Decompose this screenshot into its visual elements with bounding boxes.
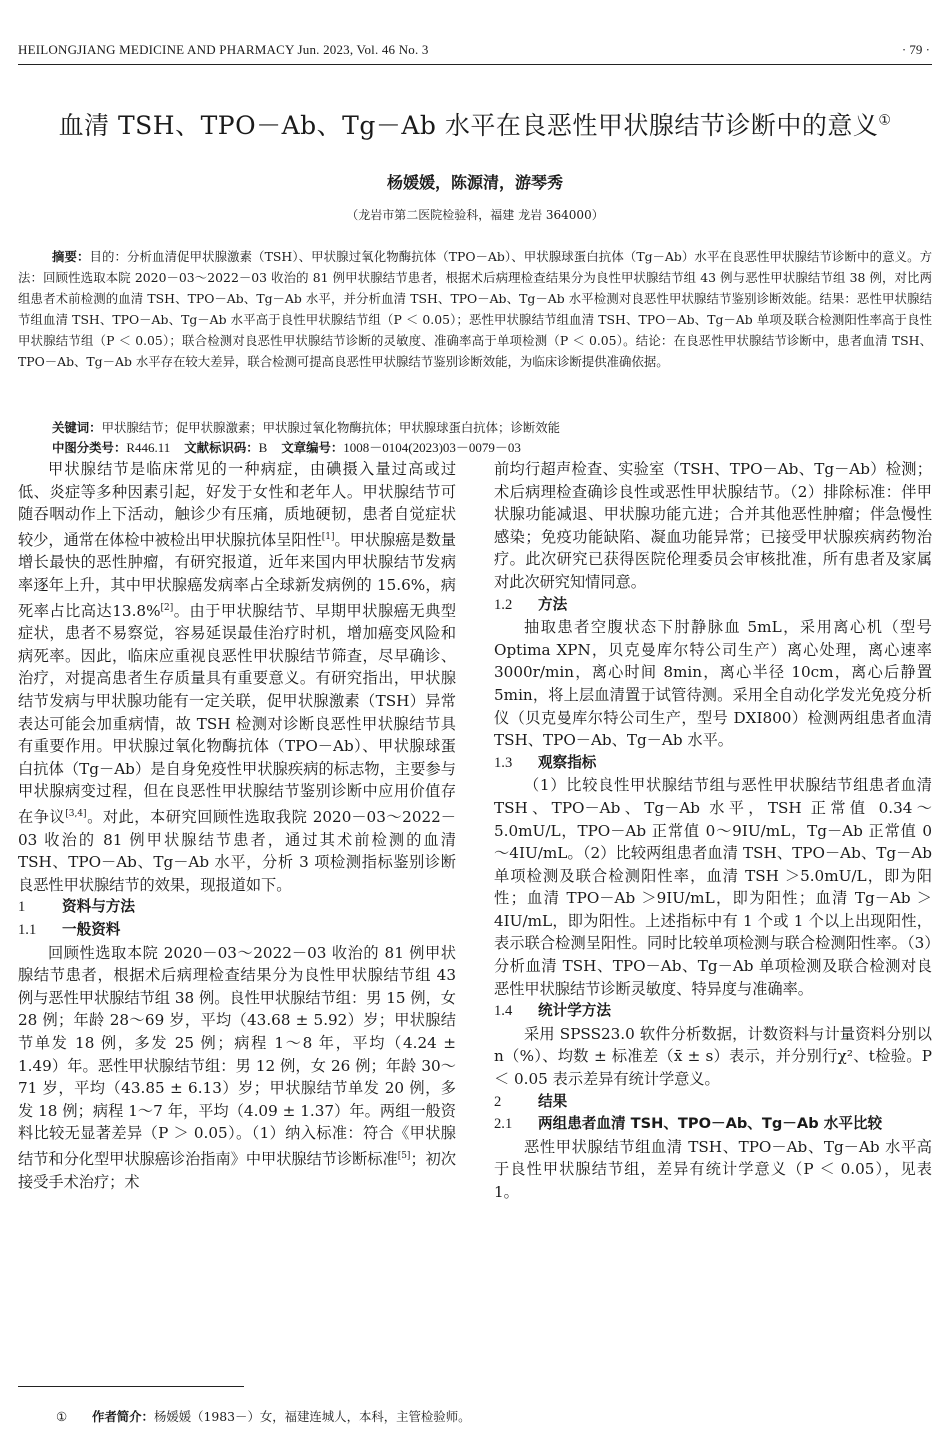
abstract-label: 摘要： — [52, 249, 90, 264]
section-number: 1.4 — [494, 1003, 513, 1020]
clc-label: 中图分类号： — [52, 440, 127, 455]
citation-5: [5] — [397, 1151, 411, 1161]
indicators-paragraph: （1）比较良性甲状腺结节组与恶性甲状腺结节组患者血清 TSH、TPO－Ab、Tg－Ab 水平，TSH 正常值 0.34～5.0mU/L，TPO－Ab 正常值 0～9IU/mL，Tg－Ab 正常值 0～4IU/mL。（2）比较两组患者血清 TSH、TPO－Ab、Tg－Ab 单项检测及联合检测阳性率，血清 TSH ＞5.0mU/L，即为阳性；血清 TPO－Ab ＞9IU/mL，即为阳性；血清 Tg－Ab ＞4IU/mL，即为阳性。上述指标中有 1 个或 1 个以上出现阳性，表示联合检测呈阳性。同时比较单项检测与联合检测阳性率。（3）分析血清 TSH、TPO－Ab、Tg－Ab 单项检测及联合检测对良恶性甲状腺结节诊断灵敏度、特异度与准确率。 — [494, 776, 932, 998]
footnote-label: 作者简介： — [92, 1409, 154, 1424]
section-number: 1 — [18, 899, 26, 916]
intro-text-2: 。甲状腺癌是数量增长最快的恶性肿瘤，有研究报道，近年来国内甲状腺结节发病率逐年上升，其中甲状腺癌发病率占全球新发病例的 15.6%，病死率占比高达13.8% — [18, 530, 456, 620]
title-footnote-mark: ① — [878, 112, 892, 129]
article-title-text: 血清 TSH、TPO－Ab、Tg－Ab 水平在良恶性甲状腺结节诊断中的意义 — [58, 111, 879, 140]
abstract — [18, 246, 932, 372]
running-header — [18, 42, 932, 65]
journal-name: HEILONGJIANG MEDICINE AND PHARMACY Jun. 2023, Vol. 46 No. 3 — [18, 42, 429, 57]
statistics-paragraph: 采用 SPSS23.0 软件分析数据，计数资料与计量资料分别以n（%）、均数 ± 标准差（x̄ ± s）表示，并分别行χ²、t检验。P ＜ 0.05 表示差异有统计学意义。 — [494, 1024, 932, 1089]
section-title: 两组患者血清 TSH、TPO－Ab、Tg－Ab 水平比较 — [538, 1115, 883, 1133]
section-title: 结果 — [538, 1092, 568, 1110]
citation-2: [2] — [160, 602, 174, 613]
criteria-paragraph: 前均行超声检查、实验室（TSH、TPO－Ab、Tg－Ab）检测；术后病理检查确诊良性或恶性甲状腺结节。（2）排除标准：伴甲状腺功能减退、甲状腺功能亢进；合并其他恶性肿瘤；伴急慢性感染；免疫功能缺陷、凝血功能异常；已接受甲状腺疾病药物治疗。此次研究已获得医院伦理委员会审核批准，所有患者及家属对此次研究知情同意。 — [494, 460, 932, 591]
section-title: 观察指标 — [538, 753, 597, 771]
section-title: 统计学方法 — [538, 1002, 611, 1020]
keywords-label: 关键词： — [52, 420, 102, 435]
section-number: 2 — [494, 1093, 502, 1110]
doc-code-label: 文献标识码： — [184, 440, 259, 455]
general-data-text: 回顾性选取本院 2020－03～2022－03 收治的 81 例甲状腺结节患者，根据术后病理检查结果分为良性甲状腺结节组 43 例与恶性甲状腺结节组 38 例。良性甲状腺结节组：男 15 例，女 28 例；年龄 28～69 岁，平均（43.68 ± 5.92）岁；甲状腺结节单发 18 例，多发 25 例；病程 1～8 年，平均（4.24 ± 1.49）年。恶性甲状腺结节组：男 12 例，女 26 例；年龄 30～71 岁，平均（43.85 ± 6.13）岁；甲状腺结节单发 20 例，多发 18 例；病程 1～7 年，平均（4.09 ± 1.37）年。两组一般资料比较无显著差异（P ＞ 0.05）。（1）纳入标准：符合《甲状腺结节和分化型甲状腺癌诊治指南》中甲状腺结节诊断标准 — [18, 943, 456, 1169]
section-number: 1.2 — [494, 596, 513, 613]
section-heading-2-1 — [494, 1113, 932, 1136]
page-number: · 79 · — [901, 42, 930, 57]
left-column — [18, 458, 456, 1193]
intro-text-4: 。对此，本研究回顾性选取我院 2020－03～2022－03 收治的 81 例甲状腺结节患者，通过其术前检测的血清 TSH、TPO－Ab、Tg－Ab 水平，分析 3 项检测指标鉴别诊断良恶性甲状腺结节的效果，现报道如下。 — [18, 808, 456, 894]
methods-paragraph: 抽取患者空腹状态下肘静脉血 5mL，采用离心机（型号 Optima XPN，贝克曼库尔特公司生产）离心处理，离心速率 3000r/min，离心时间 8min，离心半径 10cm，离心后静置 5min，将上层血清置于试管待测。采用全自动化学发光免疫分析仪（贝克曼库尔特公司生产，型号 DXI800）检测两组患者血清 TSH、TPO－Ab、Tg－Ab 水平。 — [494, 618, 932, 750]
keywords — [52, 418, 932, 438]
citation-3: [3,4] — [65, 809, 87, 820]
section-title: 一般资料 — [62, 921, 121, 939]
doc-code-value: B — [258, 440, 268, 455]
results-paragraph: 恶性甲状腺结节组血清 TSH、TPO－Ab、Tg－Ab 水平高于良性甲状腺结节组，差异有统计学意义（P ＜ 0.05），见表 1。 — [494, 1137, 932, 1201]
article-title — [0, 106, 950, 142]
author-footnote — [56, 1407, 470, 1425]
keywords-text: 甲状腺结节；促甲状腺激素；甲状腺过氧化物酶抗体；甲状腺球蛋白抗体；诊断效能 — [101, 420, 561, 435]
section-title: 资料与方法 — [62, 898, 135, 916]
general-data-text-end: ；初次接受手术治疗；术 — [18, 1150, 456, 1191]
section-heading-1-3 — [494, 752, 932, 775]
section-number: 1.1 — [18, 922, 37, 939]
abstract-text: 目的：分析血清促甲状腺激素（TSH）、甲状腺过氧化物酶抗体（TPO－Ab）、甲状腺球蛋白抗体（Tg－Ab）水平在良恶性甲状腺结节诊断中的意义。方法：回顾性选取本院 2020－03～2022－03 收治的 81 例甲状腺结节患者，根据术后病理检查结果分为良性甲状腺结节组 43 例与恶性甲状腺结节组 38 例，对比两组患者术前检测的血清 TSH、TPO－Ab、Tg－Ab 水平，并分析血清 TSH、TPO－Ab、Tg－Ab 水平检测对良恶性甲状腺结节鉴别诊断效能。结果：恶性甲状腺结节组血清 TSH、TPO－Ab、Tg－Ab 水平高于良性甲状腺结节组（P ＜ 0.05）；恶性甲状腺结节组血清 TSH、TPO－Ab、Tg－Ab 单项及联合检测阳性率高于良性甲状腺结节组（P ＜ 0.05）；联合检测对良恶性甲状腺结节诊断的灵敏度、准确率高于单项检测（P ＜ 0.05）。结论：在良恶性甲状腺结节诊断中，患者血清 TSH、TPO－Ab、Tg－Ab 水平存在较大差异，联合检测可提高良恶性甲状腺结节鉴别诊断效能，为临床诊断提供准确依据。 — [18, 249, 932, 369]
article-number-label: 文章编号： — [281, 440, 344, 455]
intro-text-1: 甲状腺结节是临床常见的一种病症，由碘摄入量过高或过低、炎症等多种因素引起，好发于女性和老年人。甲状腺结节可随吞咽动作上下活动，触诊少有压痛，质地硬韧，患者自觉症状较少，通常在体检中被检出甲状腺抗体呈阳性 — [18, 460, 456, 549]
clc-value: R446.11 — [126, 440, 171, 455]
footnote-divider — [18, 1386, 244, 1387]
section-title: 方法 — [538, 595, 568, 613]
author-list: 杨媛媛，陈源清，游琴秀 — [386, 173, 563, 192]
section-heading-1-2 — [494, 594, 932, 617]
right-column — [494, 458, 932, 1204]
section-number: 2.1 — [494, 1116, 513, 1133]
intro-paragraph — [18, 458, 456, 896]
classification-line — [52, 438, 932, 458]
affiliation: （龙岩市第二医院检验科，福建 龙岩 364000） — [346, 208, 604, 222]
section-heading-2 — [494, 1091, 932, 1114]
section-heading-1-4 — [494, 1000, 932, 1023]
section-heading-1-1 — [18, 919, 456, 942]
section-heading-1 — [18, 896, 456, 919]
article-number-value: 1008－0104(2023)03－0079－03 — [343, 440, 521, 455]
footnote-mark: ① — [56, 1409, 68, 1424]
section-number: 1.3 — [494, 754, 513, 771]
intro-text-3: 。由于甲状腺结节、早期甲状腺癌无典型症状，患者不易察觉，容易延误最佳治疗时机，增加癌变风险和病死率。因此，临床应重视良恶性甲状腺结节筛查，尽早确诊、治疗，对提高患者生存质量具有重要意义。有研究指出，甲状腺结节发病与甲状腺功能有一定关联，促甲状腺激素（TSH）异常表达可能会加重病情，故 TSH 检测对诊断良恶性甲状腺结节具有重要作用。甲状腺过氧化物酶抗体（TPO－Ab）、甲状腺球蛋白抗体（Tg－Ab）是自身免疫性甲状腺疾病的标志物，主要参与甲状腺病变过程，但在良恶性甲状腺结节鉴别诊断中应用价值存在争议 — [18, 601, 457, 827]
general-data-paragraph — [18, 942, 456, 1194]
footnote-text: 杨媛媛（1983－）女，福建连城人，本科，主管检验师。 — [153, 1409, 471, 1424]
citation-1: [1] — [321, 531, 335, 542]
